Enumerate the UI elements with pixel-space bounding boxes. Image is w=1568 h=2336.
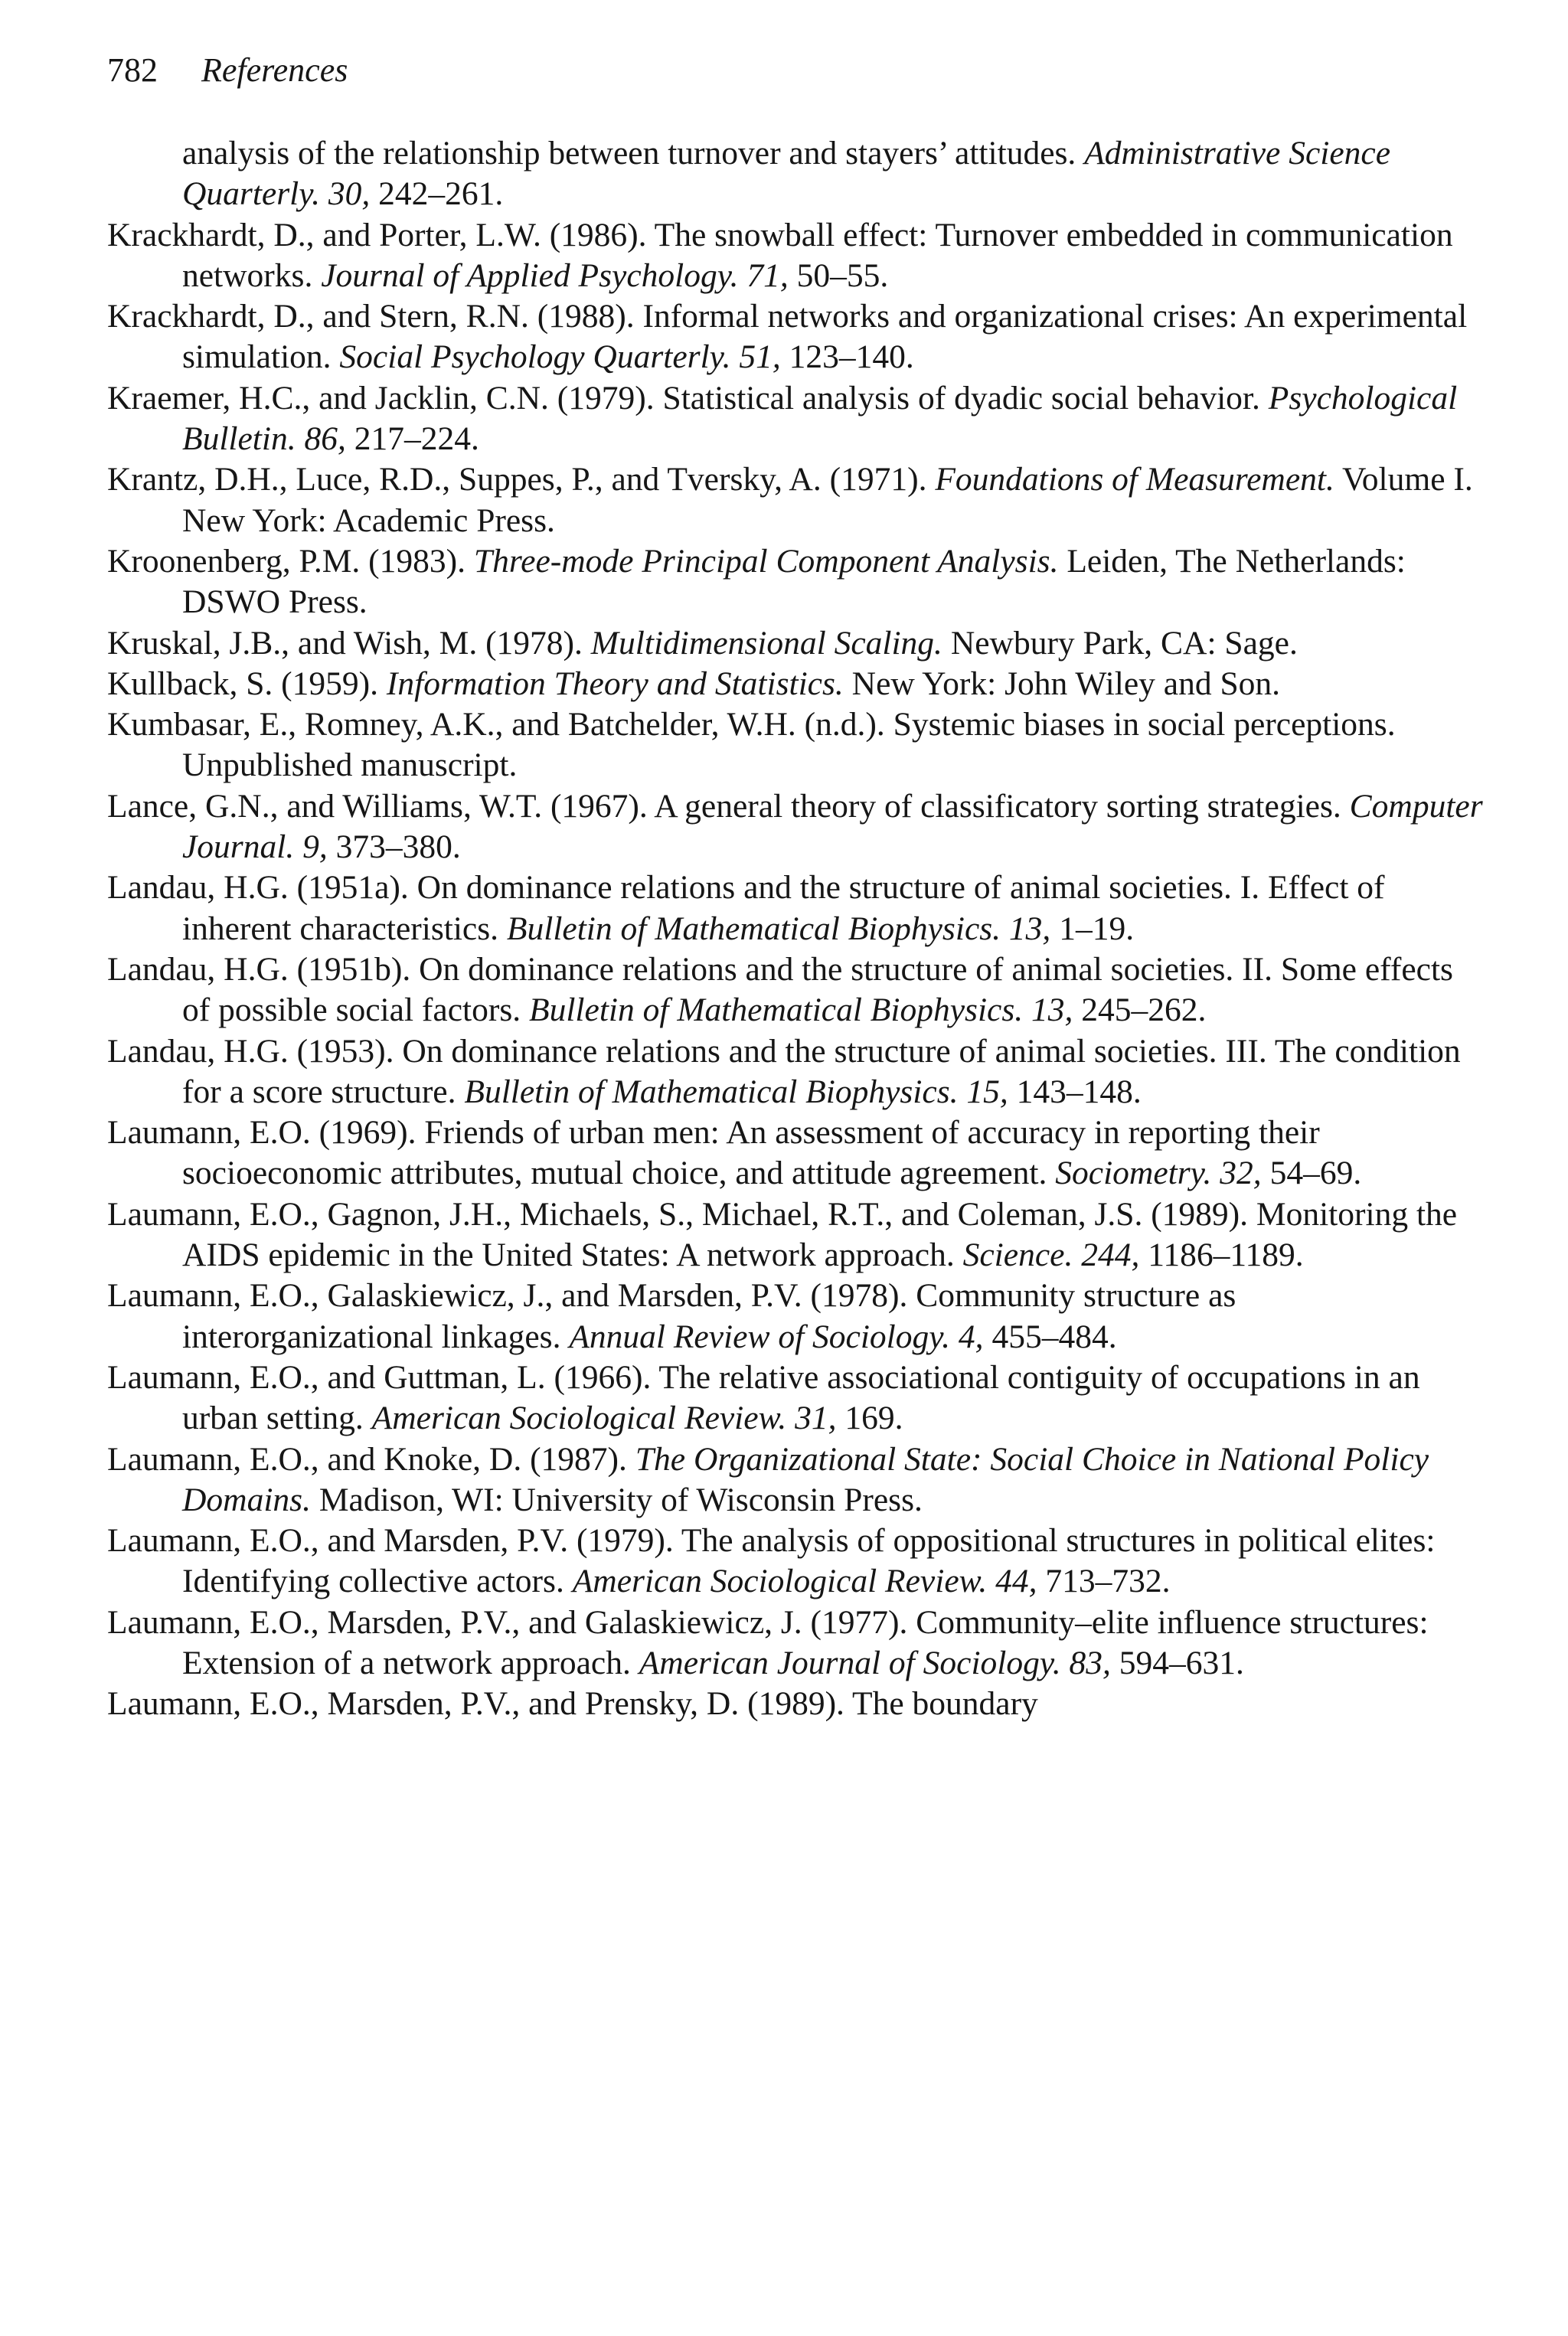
reference-entry [107, 378, 1485, 460]
reference-text: Landau, H.G. (1951a). On dominance relations and the structure of animal societies. I. Effect of inherent characteristics. [107, 869, 1385, 947]
reference-source: Foundations of Measurement. [935, 461, 1334, 498]
reference-text: Laumann, E.O. (1969). Friends of urban men: An assessment of accuracy in reporting their socioeconomic attributes, mutual choice, and attitude agreement. [107, 1114, 1320, 1192]
reference-text: Laumann, E.O., and Guttman, L. (1966). The relative associational contiguity of occupations in an urban setting. [107, 1358, 1420, 1437]
reference-source: Journal of Applied Psychology. 71, [321, 256, 789, 294]
reference-entry [107, 1603, 1485, 1684]
reference-entry [107, 541, 1485, 623]
reference-pages: Newbury Park, CA: Sage. [942, 624, 1298, 662]
reference-entry [107, 1357, 1485, 1439]
reference-text: Landau, H.G. (1951b). On dominance relations and the structure of animal societies. II. Some effects of possible social factors. [107, 950, 1453, 1029]
reference-text: Laumann, E.O., Galaskiewicz, J., and Marsden, P.V. (1978). Community structure as interorganizational linkages. [107, 1277, 1236, 1355]
reference-entry [107, 459, 1485, 541]
reference-source: American Journal of Sociology. 83, [639, 1644, 1111, 1681]
reference-entry [107, 1521, 1485, 1603]
reference-source: American Sociological Review. 31, [371, 1400, 837, 1437]
reference-text: Kraemer, H.C., and Jacklin, C.N. (1979). Statistical analysis of dyadic social behavior. [107, 379, 1269, 417]
reference-text: Krackhardt, D., and Stern, R.N. (1988). Informal networks and organizational crises: An experimental simulation. [107, 298, 1468, 376]
reference-text: Laumann, E.O., Gagnon, J.H., Michaels, S., Michael, R.T., and Coleman, J.S. (1989). Monitoring the AIDS epidemic in the United States: A network approach. [107, 1195, 1458, 1274]
reference-pages: Leiden, The Netherlands: DSWO Press. [182, 542, 1406, 621]
reference-pages: 169. [836, 1400, 903, 1437]
reference-entry [107, 949, 1485, 1031]
reference-entry [107, 664, 1485, 704]
reference-entry [107, 867, 1485, 949]
reference-pages: 143–148. [1008, 1073, 1142, 1110]
running-title: References [201, 51, 348, 89]
reference-entry [107, 1439, 1485, 1521]
reference-text: Krantz, D.H., Luce, R.D., Suppes, P., and Tversky, A. (1971). [107, 461, 936, 498]
reference-text: Kroonenberg, P.M. (1983). [107, 542, 474, 580]
reference-pages: New York: John Wiley and Son. [843, 665, 1281, 702]
reference-source: Computer Journal. 9, [182, 787, 1483, 866]
reference-source: The Organizational State: Social Choice in National Policy Domains. [182, 1440, 1429, 1518]
reference-entry [107, 133, 1485, 215]
reference-source: American Sociological Review. 44, [572, 1563, 1037, 1600]
reference-source: Bulletin of Mathematical Biophysics. 15, [464, 1073, 1008, 1110]
reference-pages: 50–55. [788, 256, 889, 294]
reference-text: Kumbasar, E., Romney, A.K., and Batchelder, W.H. (n.d.). Systemic biases in social perceptions. Unpublished manuscript. [107, 706, 1396, 784]
reference-pages: 217–224. [345, 420, 479, 458]
reference-text: Laumann, E.O., and Marsden, P.V. (1979). The analysis of oppositional structures in political elites: Identifying collective actors. [107, 1522, 1436, 1600]
reference-entry [107, 1031, 1485, 1113]
reference-text: analysis of the relationship between turnover and stayers’ attitudes. [182, 135, 1085, 172]
reference-source: Sociometry. 32, [1055, 1155, 1262, 1192]
reference-pages: 54–69. [1261, 1155, 1362, 1192]
reference-pages: 245–262. [1073, 992, 1207, 1029]
reference-source: Information Theory and Statistics. [386, 665, 844, 702]
reference-entry [107, 786, 1485, 868]
reference-text: Landau, H.G. (1953). On dominance relations and the structure of animal societies. III. The condition for a score structure. [107, 1032, 1461, 1110]
reference-entry [107, 704, 1485, 786]
reference-source: Bulletin of Mathematical Biophysics. 13, [506, 910, 1051, 947]
running-header [107, 47, 348, 93]
reference-text: Lance, G.N., and Williams, W.T. (1967). A general theory of classificatory sorting strategies. [107, 787, 1350, 825]
reference-pages: Madison, WI: University of Wisconsin Press. [310, 1481, 923, 1518]
reference-pages: 123–140. [780, 338, 914, 376]
reference-text: Laumann, E.O., and Knoke, D. (1987). [107, 1440, 635, 1478]
reference-source: Science. 244, [962, 1237, 1140, 1274]
reference-entry [107, 296, 1485, 378]
reference-pages: Volume I. New York: Academic Press. [182, 461, 1473, 539]
reference-pages: 1186–1189. [1139, 1237, 1304, 1274]
reference-entry [107, 1112, 1485, 1194]
page-number: 782 [107, 51, 158, 89]
reference-source: Social Psychology Quarterly. 51, [339, 338, 781, 376]
reference-source: Psychological Bulletin. 86, [182, 379, 1458, 458]
reference-list [107, 133, 1485, 1725]
reference-text: Kullback, S. (1959). [107, 665, 387, 702]
reference-source: Multidimensional Scaling. [590, 624, 942, 662]
reference-pages: 594–631. [1110, 1644, 1244, 1681]
reference-pages: 242–261. [370, 175, 504, 213]
reference-entry [107, 1684, 1485, 1724]
reference-pages: 455–484. [983, 1318, 1117, 1355]
reference-source: Administrative Science Quarterly. 30, [182, 135, 1391, 213]
reference-source: Three-mode Principal Component Analysis. [473, 542, 1059, 580]
reference-pages: 713–732. [1037, 1563, 1171, 1600]
reference-text: Krackhardt, D., and Porter, L.W. (1986). The snowball effect: Turnover embedded in communication networks. [107, 216, 1453, 294]
reference-text: Laumann, E.O., Marsden, P.V., and Prensky, D. (1989). The boundary [107, 1685, 1038, 1723]
reference-entry [107, 623, 1485, 664]
reference-pages: 373–380. [327, 828, 461, 866]
reference-entry [107, 215, 1485, 297]
reference-pages: 1–19. [1050, 910, 1135, 947]
reference-entry [107, 1276, 1485, 1357]
reference-source: Annual Review of Sociology. 4, [569, 1318, 984, 1355]
reference-entry [107, 1194, 1485, 1276]
reference-text: Kruskal, J.B., and Wish, M. (1978). [107, 624, 591, 662]
reference-source: Bulletin of Mathematical Biophysics. 13, [529, 992, 1073, 1029]
reference-text: Laumann, E.O., Marsden, P.V., and Galaskiewicz, J. (1977). Community–elite influence structures: Extension of a network approach. [107, 1603, 1429, 1681]
